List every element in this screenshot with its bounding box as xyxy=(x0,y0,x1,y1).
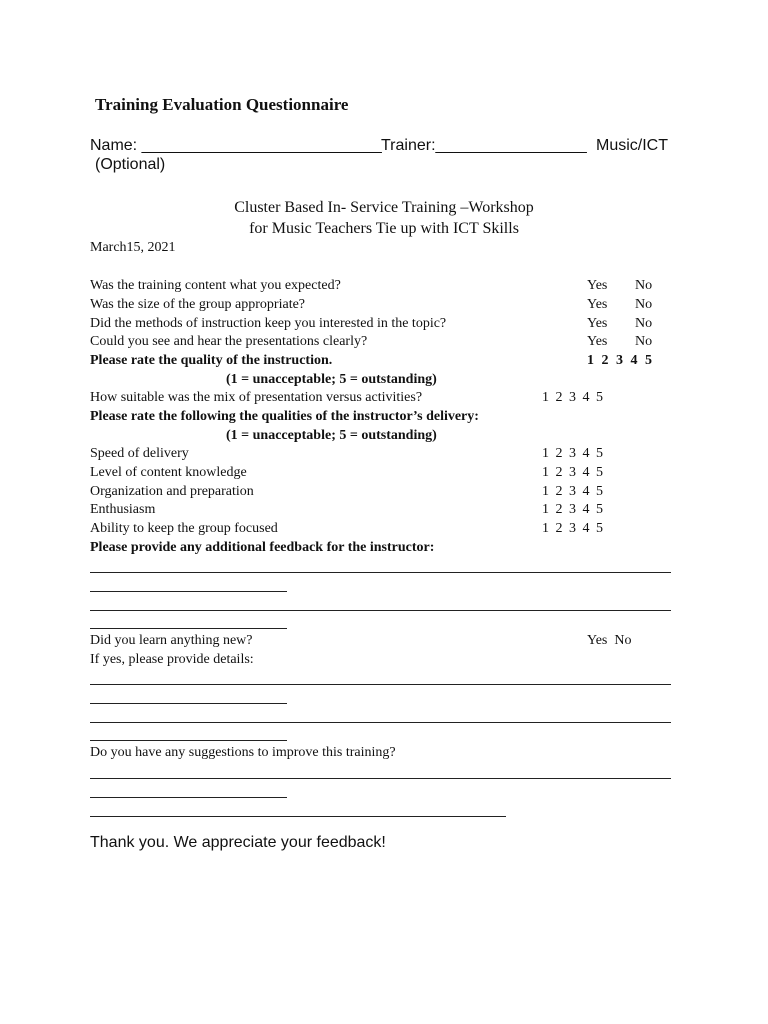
q4-yes-option[interactable]: Yes xyxy=(587,334,608,349)
question-2: Was the size of the group appropriate? xyxy=(90,297,306,312)
delivery-item: Ability to keep the group focused xyxy=(90,521,278,536)
q3-yes-option[interactable]: Yes xyxy=(587,316,608,331)
delivery-item: Speed of delivery xyxy=(90,446,189,461)
name-field-label: Name: ___________________________ xyxy=(90,137,382,154)
q3-no-option[interactable]: No xyxy=(635,316,653,331)
mix-rating-scale[interactable]: 1 2 3 4 5 xyxy=(542,390,603,405)
q1-no-option[interactable]: No xyxy=(635,278,653,293)
delivery-rating-scale[interactable]: 1 2 3 4 5 xyxy=(542,446,603,461)
learn-question: Did you learn anything new? xyxy=(90,633,253,648)
delivery-item: Level of content knowledge xyxy=(90,465,247,480)
thank-you-note: Thank you. We appreciate your feedback! xyxy=(90,834,386,851)
mix-question: How suitable was the mix of presentation versus activities? xyxy=(90,390,423,405)
question-3: Did the methods of instruction keep you interested in the topic? xyxy=(90,316,447,331)
suggestions-answer-line[interactable] xyxy=(90,797,287,798)
optional-note: (Optional) xyxy=(95,156,166,173)
details-answer-line[interactable] xyxy=(90,722,671,723)
delivery-rating-scale[interactable]: 1 2 3 4 5 xyxy=(542,484,603,499)
trainer-field-label: Trainer:_________________ xyxy=(381,137,587,154)
feedback-answer-line[interactable] xyxy=(90,572,671,573)
rating-scale-note: (1 = unacceptable; 5 = outstanding) xyxy=(226,372,437,387)
delivery-item: Organization and preparation xyxy=(90,484,254,499)
q4-no-option[interactable]: No xyxy=(635,334,653,349)
details-answer-line[interactable] xyxy=(90,703,287,704)
subject-label: Music/ICT xyxy=(596,137,668,154)
feedback-answer-line[interactable] xyxy=(90,591,287,592)
suggestions-answer-line[interactable] xyxy=(90,778,671,779)
page-title: Training Evaluation Questionnaire xyxy=(95,95,349,114)
workshop-title-line1: Cluster Based In- Service Training –Workshop xyxy=(234,199,534,216)
details-answer-line[interactable] xyxy=(90,740,287,741)
date: March15, 2021 xyxy=(90,240,176,255)
details-prompt: If yes, please provide details: xyxy=(90,652,254,667)
delivery-rating-scale[interactable]: 1 2 3 4 5 xyxy=(542,502,603,517)
feedback-answer-line[interactable] xyxy=(90,610,671,611)
rate-delivery-heading: Please rate the following the qualities of the instructor’s delivery: xyxy=(90,409,479,424)
rating-scale-note: (1 = unacceptable; 5 = outstanding) xyxy=(226,428,437,443)
q2-yes-option[interactable]: Yes xyxy=(587,297,608,312)
question-1: Was the training content what you expected? xyxy=(90,278,341,293)
quality-rating-scale[interactable]: 1 2 3 4 5 xyxy=(587,353,652,368)
feedback-answer-line[interactable] xyxy=(90,628,287,629)
delivery-item: Enthusiasm xyxy=(90,502,156,517)
delivery-rating-scale[interactable]: 1 2 3 4 5 xyxy=(542,521,603,536)
delivery-rating-scale[interactable]: 1 2 3 4 5 xyxy=(542,465,603,480)
rate-quality-heading: Please rate the quality of the instruction. xyxy=(90,353,333,368)
question-4: Could you see and hear the presentations clearly? xyxy=(90,334,368,349)
feedback-heading: Please provide any additional feedback for the instructor: xyxy=(90,540,435,555)
suggestions-answer-line[interactable] xyxy=(90,816,506,817)
learn-yes-no-options[interactable]: Yes No xyxy=(587,633,632,648)
q2-no-option[interactable]: No xyxy=(635,297,653,312)
q1-yes-option[interactable]: Yes xyxy=(587,278,608,293)
details-answer-line[interactable] xyxy=(90,684,671,685)
suggestions-prompt: Do you have any suggestions to improve this training? xyxy=(90,745,396,760)
workshop-title-line2: for Music Teachers Tie up with ICT Skills xyxy=(249,220,519,237)
